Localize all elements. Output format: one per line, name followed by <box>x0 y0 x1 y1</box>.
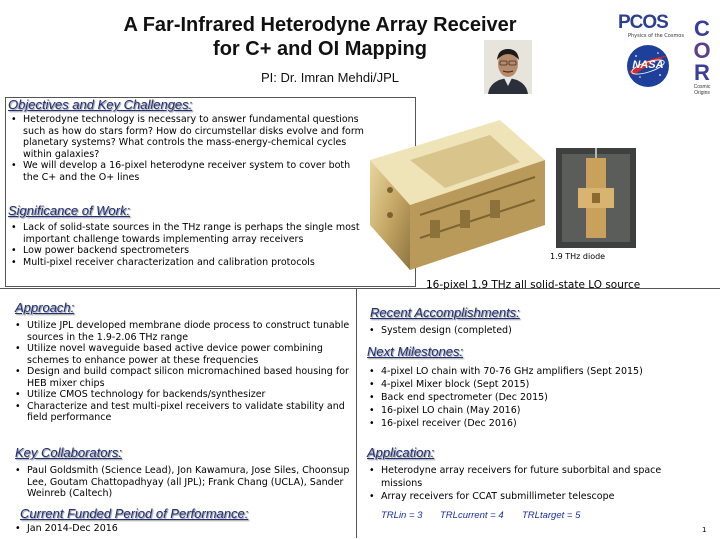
list-item: • Back end spectrometer (Dec 2015) <box>364 391 714 404</box>
accomplishments-list <box>364 325 704 337</box>
nasa-logo <box>626 44 670 88</box>
section-divider-horizontal <box>0 288 720 289</box>
list-item: • Characterize and test multi-pixel receivers to validate stability and field performance <box>10 401 350 424</box>
title-line-2: for C+ and OI Mapping <box>213 38 427 60</box>
period-heading: Current Funded Period of Performance: <box>20 506 249 521</box>
pi-line: PI: Dr. Imran Mehdi/JPL <box>261 70 399 85</box>
cor-letter-c: C <box>694 16 710 41</box>
cor-letter-o: O <box>693 38 711 63</box>
objectives-heading: Objectives and Key Challenges: <box>8 97 193 112</box>
list-item: • Heterodyne array receivers for future suborbital and space missions <box>364 464 704 490</box>
lo-source-photo <box>350 120 550 288</box>
section-divider-vertical <box>356 288 357 538</box>
milestones-heading: Next Milestones: <box>367 344 464 359</box>
list-item: • 4-pixel LO chain with 70-76 GHz amplifiers (Sept 2015) <box>364 365 714 378</box>
collaborators-heading: Key Collaborators: <box>15 445 122 460</box>
trl-target: TRLtarget = 5 <box>522 510 581 521</box>
significance-heading: Significance of Work: <box>8 203 131 218</box>
milestones-list <box>364 365 714 430</box>
list-item: • Lack of solid-state sources in the THz range is perhaps the single most important challenge towards implementing array receivers <box>6 222 368 245</box>
list-item: • Low power backend spectrometers <box>6 245 368 257</box>
objectives-list <box>6 114 368 183</box>
list-item: • 4-pixel Mixer block (Sept 2015) <box>364 378 714 391</box>
significance-list <box>6 222 368 268</box>
cor-letter-r: R <box>694 60 710 85</box>
pcos-tagline: Physics of the Cosmos <box>628 33 684 39</box>
title-line-1: A Far-Infrared Heterodyne Array Receiver <box>123 14 517 36</box>
pcos-logo-text: PCOS <box>618 12 668 33</box>
list-item: • Paul Goldsmith (Science Lead), Jon Kawamura, Jose Siles, Choonsup Lee, Goutam Chattopadhyay (all JPL); Frank Chang (UCLA), Sander Weinreb (Caltech) <box>10 465 350 500</box>
figure-caption: 16-pixel 1.9 THz all solid-state LO source <box>426 279 641 291</box>
pcos-logo <box>618 13 688 39</box>
approach-heading: Approach: <box>15 300 75 315</box>
cor-logo <box>686 18 718 104</box>
trl-in: TRLin = 3 <box>381 510 423 521</box>
accomplishments-heading: Recent Accomplishments: <box>370 305 520 320</box>
approach-list <box>10 320 350 424</box>
list-item: • Multi-pixel receiver characterization and calibration protocols <box>6 257 368 269</box>
diode-label: 1.9 THz diode <box>550 252 606 261</box>
list-item: • System design (completed) <box>364 325 704 337</box>
page-number: 1 <box>702 526 707 534</box>
trl-current: TRLcurrent = 4 <box>440 510 504 521</box>
cor-tagline: Cosmic Origins <box>693 84 711 96</box>
diode-micrograph <box>556 148 636 248</box>
list-item: • 16-pixel LO chain (May 2016) <box>364 404 714 417</box>
collaborators-list <box>10 465 350 500</box>
list-item: • We will develop a 16-pixel heterodyne receiver system to cover both the C+ and the O+ lines <box>6 160 368 183</box>
pi-portrait <box>484 40 532 94</box>
nasa-logo-text: NASA <box>632 59 664 71</box>
application-heading: Application: <box>367 445 435 460</box>
list-item: • 16-pixel receiver (Dec 2016) <box>364 417 714 430</box>
list-item: • Jan 2014-Dec 2016 <box>10 523 310 535</box>
list-item: • Utilize CMOS technology for backends/synthesizer <box>10 389 350 401</box>
list-item: • Heterodyne technology is necessary to answer fundamental questions such as how do stars form? How do circumstellar disks evolve and form planetary systems? What controls the mass-energy-chemical cycles within galaxies? <box>6 114 368 160</box>
list-item: • Array receivers for CCAT submillimeter telescope <box>364 490 704 503</box>
period-list <box>10 523 310 535</box>
list-item: • Utilize JPL developed membrane diode process to construct tunable sources in the 1.9-2.06 THz range <box>10 320 350 343</box>
list-item: • Design and build compact silicon micromachined based housing for HEB mixer chips <box>10 366 350 389</box>
application-list <box>364 464 704 503</box>
list-item: • Utilize novel waveguide based active device power combining schemes to enhance power at these frequencies <box>10 343 350 366</box>
